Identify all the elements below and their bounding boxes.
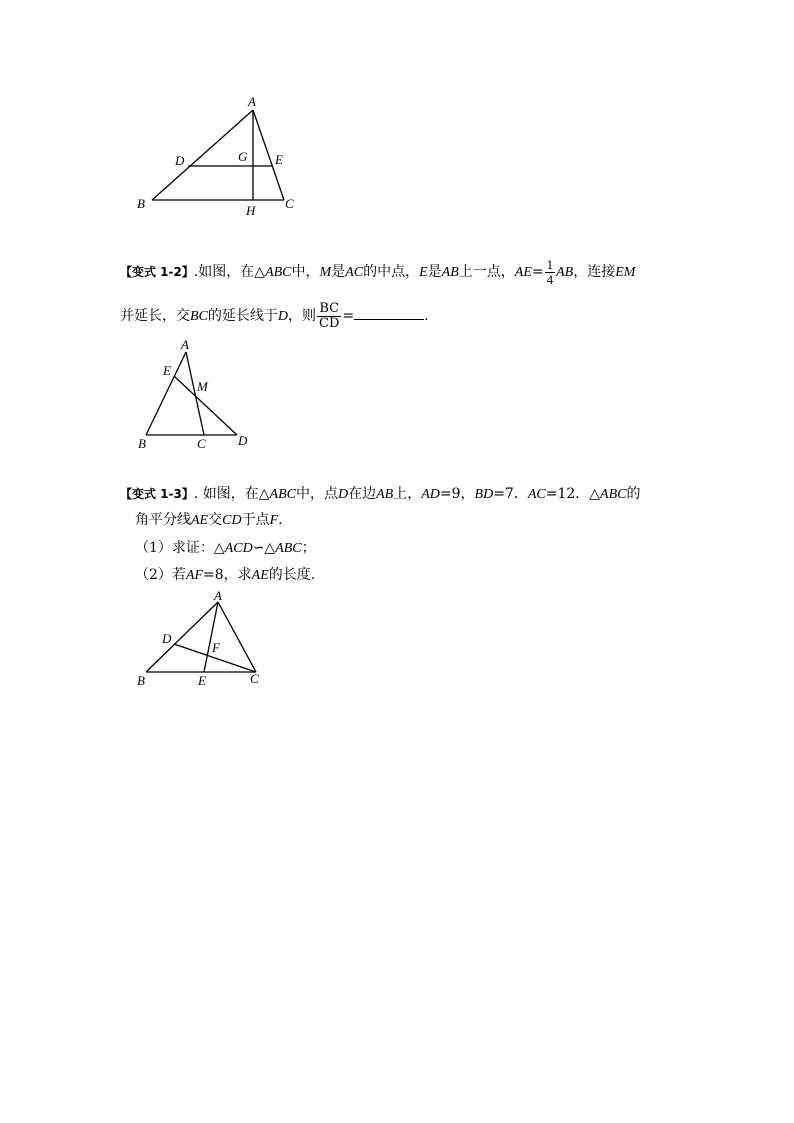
label-d: D: [175, 153, 185, 168]
label-h: H: [246, 203, 256, 218]
label-d: D: [238, 433, 248, 448]
segment-ae: [204, 602, 218, 672]
problem-1-3-tag: 【变式 1-3】: [120, 487, 194, 501]
label-a: A: [248, 94, 256, 109]
label-b: B: [138, 436, 146, 451]
label-c: C: [197, 436, 206, 451]
label-d: D: [162, 631, 172, 646]
problem-1-2-line-2: 并延长，交BC的延长线于D，则 $\frac{BC}{CD}$ = .: [120, 301, 429, 331]
label-g: G: [238, 149, 248, 164]
problem-1-2-line-1: 【变式 1-2】.如图，在△ABC中，M是AC的中点，E是AB上一点，AE= $\frac{1}{4}$ AB，连接EM: [120, 257, 636, 287]
label-c: C: [285, 196, 294, 211]
label-a: A: [181, 337, 189, 352]
segment-ab: [146, 602, 218, 672]
problem-1-3-question-1: （1）求证：△ACD∽△ABC；: [135, 540, 316, 556]
label-e: E: [163, 363, 171, 378]
label-b: B: [137, 196, 145, 211]
label-c: C: [250, 671, 259, 686]
label-f: F: [212, 640, 220, 655]
problem-1-3-question-2: （2）若AF=8，求AE的长度.: [135, 567, 316, 583]
problem-1-3-line-2: 角平分线AE交CD于点F.: [135, 512, 283, 528]
label-b: B: [137, 673, 145, 688]
label-e: E: [198, 673, 206, 688]
problem-1-3-line-1: 【变式 1-3】. 如图，在△ABC中，点D在边AB上，AD=9，BD=7．AC=12．△ABC的: [120, 486, 641, 502]
fraction-bc-over-cd: $\frac{BC}{CD}$: [319, 301, 340, 331]
label-a: A: [214, 588, 222, 603]
fraction-one-quarter: $\frac{1}{4}$: [546, 257, 554, 287]
label-m: M: [197, 379, 208, 394]
label-e: E: [275, 152, 283, 167]
problem-1-2-tag: 【变式 1-2】: [120, 265, 194, 280]
